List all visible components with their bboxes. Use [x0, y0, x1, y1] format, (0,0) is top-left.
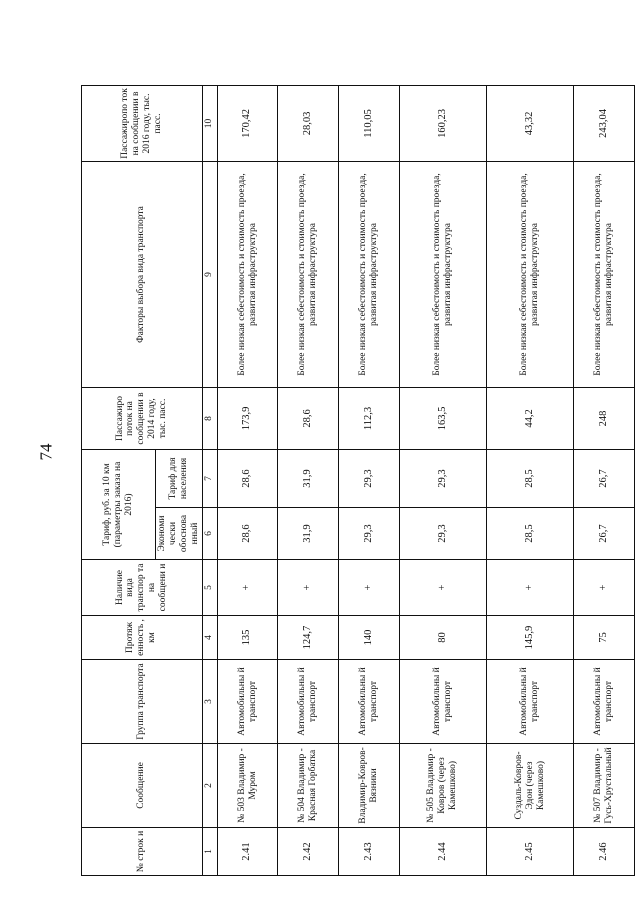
- tariff-population: 28,6: [217, 449, 278, 507]
- page-number: 74: [36, 443, 56, 461]
- availability-mark: +: [399, 560, 486, 616]
- selection-factors: Более низкая себестоимость и стоимость проезда, развитая инфраструктура: [217, 161, 278, 387]
- route-name: № 504 Владимир - Красная Горбатка: [278, 744, 339, 828]
- header-factors: Факторы выбора вида транспорта: [82, 161, 203, 387]
- tariff-economic: 31,9: [278, 508, 339, 560]
- route-length: 75: [574, 616, 635, 660]
- column-number: 2: [202, 744, 217, 828]
- row-number: 2.42: [278, 828, 339, 876]
- tariff-economic: 26,7: [574, 508, 635, 560]
- column-number: 3: [202, 660, 217, 744]
- column-number: 7: [202, 449, 217, 507]
- tariff-population: 26,7: [574, 449, 635, 507]
- rotated-table-container: [81, 86, 635, 876]
- route-length: 135: [217, 616, 278, 660]
- table-row: [399, 85, 486, 875]
- column-number: 10: [202, 85, 217, 161]
- column-numbers-row: [202, 85, 217, 875]
- tariff-economic: 28,5: [486, 508, 573, 560]
- selection-factors: Более низкая себестоимость и стоимость проезда, развитая инфраструктура: [399, 161, 486, 387]
- selection-factors: Более низкая себестоимость и стоимость проезда, развитая инфраструктура: [486, 161, 573, 387]
- availability-mark: +: [339, 560, 400, 616]
- header-pass-2016: Пассажиропо ток на сообщении в 2016 году, тыс. пасс.: [82, 85, 203, 161]
- route-length: 124,7: [278, 616, 339, 660]
- header-tariff-pop: Тариф для населения: [156, 449, 203, 507]
- header-pass-2014: Пассажиро поток на сообщении в 2014 году, тыс. пасс.: [82, 387, 203, 449]
- row-number: 2.44: [399, 828, 486, 876]
- route-name: № 503 Владимир - Муром: [217, 744, 278, 828]
- passengers-2014: 44,2: [486, 387, 573, 449]
- availability-mark: +: [278, 560, 339, 616]
- passengers-2014: 163,5: [399, 387, 486, 449]
- row-number: 2.45: [486, 828, 573, 876]
- transport-group: Автомобильны й транспорт: [574, 660, 635, 744]
- selection-factors: Более низкая себестоимость и стоимость проезда, развитая инфраструктура: [339, 161, 400, 387]
- transport-table: [81, 85, 635, 876]
- column-number: 4: [202, 616, 217, 660]
- transport-group: Автомобильны й транспорт: [399, 660, 486, 744]
- header-route: Сообщение: [82, 744, 203, 828]
- header-row-no: № строк и: [82, 828, 203, 876]
- passengers-2016: 160,23: [399, 85, 486, 161]
- tariff-population: 29,3: [339, 449, 400, 507]
- tariff-economic: 29,3: [339, 508, 400, 560]
- tariff-population: 29,3: [399, 449, 486, 507]
- column-number: 1: [202, 828, 217, 876]
- passengers-2014: 248: [574, 387, 635, 449]
- passengers-2014: 173,9: [217, 387, 278, 449]
- table-row: [574, 85, 635, 875]
- availability-mark: +: [574, 560, 635, 616]
- row-number: 2.43: [339, 828, 400, 876]
- header-length: Протяж енность , км: [82, 616, 203, 660]
- passengers-2016: 243,04: [574, 85, 635, 161]
- column-number: 6: [202, 508, 217, 560]
- route-length: 145,9: [486, 616, 573, 660]
- transport-group: Автомобильны й транспорт: [486, 660, 573, 744]
- tariff-economic: 28,6: [217, 508, 278, 560]
- availability-mark: +: [217, 560, 278, 616]
- route-name: Суздаль-Ковров-Эдон (через Камешково): [486, 744, 573, 828]
- column-number: 5: [202, 560, 217, 616]
- route-name: № 505 Владимир - Ковров (через Камешково): [399, 744, 486, 828]
- availability-mark: +: [486, 560, 573, 616]
- selection-factors: Более низкая себестоимость и стоимость проезда, развитая инфраструктура: [574, 161, 635, 387]
- tariff-population: 28,5: [486, 449, 573, 507]
- header-group: Группа транспорта: [82, 660, 203, 744]
- row-number: 2.46: [574, 828, 635, 876]
- row-number: 2.41: [217, 828, 278, 876]
- transport-group: Автомобильны й транспорт: [278, 660, 339, 744]
- passengers-2016: 28,03: [278, 85, 339, 161]
- table-row: [339, 85, 400, 875]
- table-row: [217, 85, 278, 875]
- route-length: 140: [339, 616, 400, 660]
- header-tariff-econ: Экономи чески обоснова нный: [156, 508, 203, 560]
- passengers-2016: 170,42: [217, 85, 278, 161]
- tariff-population: 31,9: [278, 449, 339, 507]
- header-availability: Наличие вида транспор та на сообщени и: [82, 560, 203, 616]
- selection-factors: Более низкая себестоимость и стоимость проезда, развитая инфраструктура: [278, 161, 339, 387]
- table-row: [486, 85, 573, 875]
- tariff-economic: 29,3: [399, 508, 486, 560]
- passengers-2016: 43,32: [486, 85, 573, 161]
- passengers-2014: 112,3: [339, 387, 400, 449]
- route-name: № 507 Владимир - Гусь-Хрустальный: [574, 744, 635, 828]
- passengers-2016: 110,05: [339, 85, 400, 161]
- column-number: 9: [202, 161, 217, 387]
- column-number: 8: [202, 387, 217, 449]
- transport-group: Автомобильны й транспорт: [217, 660, 278, 744]
- route-length: 80: [399, 616, 486, 660]
- transport-group: Автомобильны й транспорт: [339, 660, 400, 744]
- passengers-2014: 28,6: [278, 387, 339, 449]
- table-row: [278, 85, 339, 875]
- header-tariff: Тариф, руб. за 10 км (параметры заказа на 2016): [82, 449, 156, 559]
- route-name: Владимир-Ковров-Вязники: [339, 744, 400, 828]
